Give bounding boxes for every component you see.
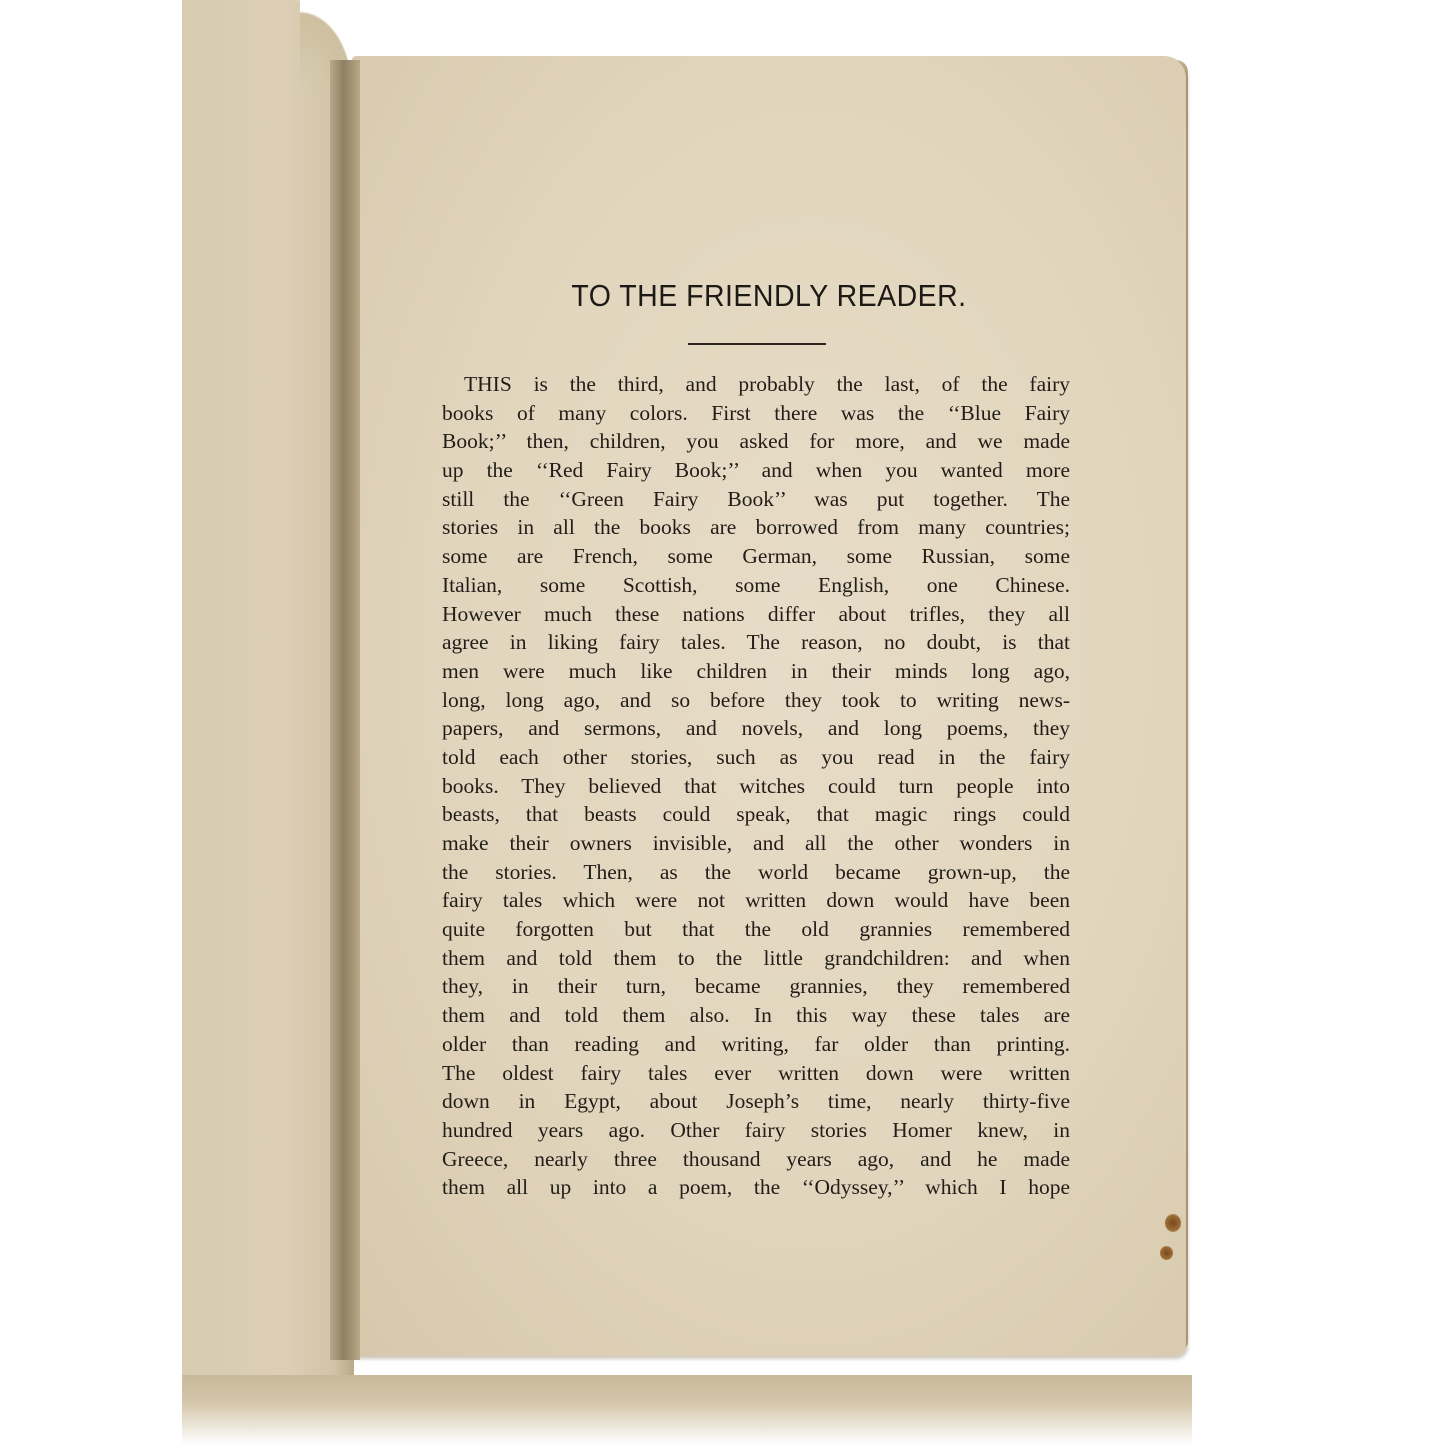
text-line: some are French, some German, some Russian, some (442, 544, 1070, 569)
text-line: up the ‘‘Red Fairy Book;’’ and when you wanted more (442, 458, 1070, 483)
book-cover-edge (182, 1375, 1192, 1445)
text-line: hundred years ago. Other fairy stories Homer knew, in (442, 1117, 1070, 1142)
text-line: Italian, some Scottish, some English, one Chinese. (442, 572, 1070, 597)
text-line: THIS is the third, and probably the last, of the fairy (464, 372, 1070, 396)
body-text (442, 370, 1070, 1202)
text-line: make their owners invisible, and all the other wonders in (442, 831, 1070, 855)
text-line: still the ‘‘Green Fairy Book’’ was put together. The (442, 486, 1070, 511)
text-line: The oldest fairy tales ever written down were written (442, 1060, 1070, 1085)
text-line: quite forgotten but that the old grannies remembered (442, 917, 1070, 942)
foxing-spot (1160, 1246, 1173, 1260)
text-line: books of many colors. First there was the ‘‘Blue Fairy (442, 400, 1070, 425)
text-line: down in Egypt, about Joseph’s time, nearly thirty-five (442, 1089, 1070, 1114)
text-line: long, long ago, and so before they took to writing news- (442, 687, 1070, 712)
text-line: papers, and sermons, and novels, and long poems, they (442, 716, 1070, 741)
text-line: beasts, that beasts could speak, that magic rings could (442, 802, 1070, 827)
text-line: older than reading and writing, far older than printing. (442, 1031, 1070, 1056)
text-line: Book;’’ then, children, you asked for more, and we made (442, 429, 1070, 454)
heading-rule (688, 343, 826, 345)
text-line: told each other stories, such as you read in the fairy (442, 744, 1070, 769)
text-line: men were much like children in their minds long ago, (442, 658, 1070, 683)
text-line: books. They believed that witches could turn people into (442, 773, 1070, 798)
text-line: fairy tales which were not written down would have been (442, 888, 1070, 913)
book-gutter (330, 60, 360, 1360)
text-line: they, in their turn, became grannies, they remembered (442, 974, 1070, 999)
text-line: stories in all the books are borrowed from many countries; (442, 515, 1070, 540)
text-line: the stories. Then, as the world became grown-up, the (442, 859, 1070, 884)
text-line: them and told them also. In this way these tales are (442, 1003, 1070, 1028)
text-line: However much these nations differ about trifles, they all (442, 601, 1070, 626)
foxing-spot (1165, 1214, 1181, 1232)
left-page (182, 0, 354, 1445)
page-heading: TO THE FRIENDLY READER. (571, 278, 967, 313)
text-line: them all up into a poem, the ‘‘Odyssey,’’ which I hope (442, 1175, 1070, 1200)
text-line: agree in liking fairy tales. The reason, no doubt, is that (442, 630, 1070, 655)
text-line: them and told them to the little grandchildren: and when (442, 945, 1070, 970)
text-line: Greece, nearly three thousand years ago, and he made (442, 1146, 1070, 1171)
